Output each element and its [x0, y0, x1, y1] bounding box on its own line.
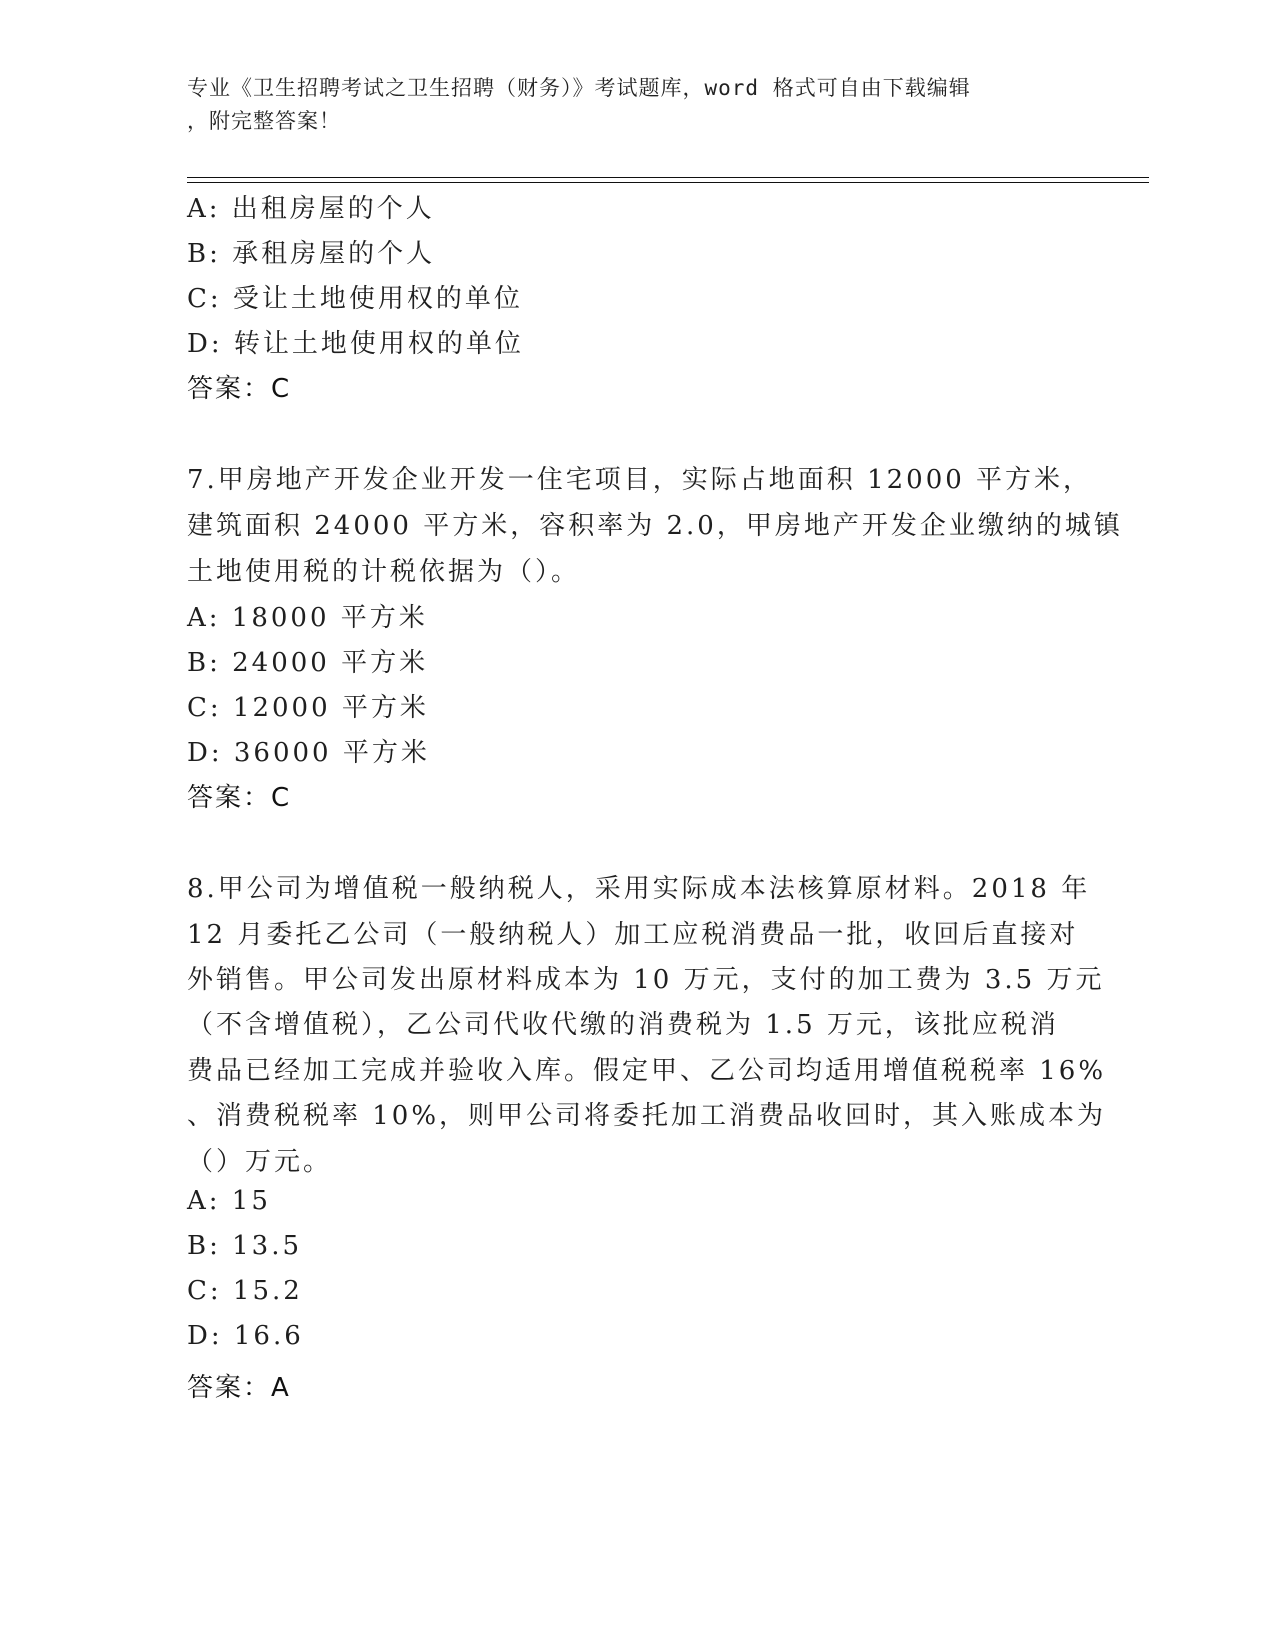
header-line-1: 专业《卫生招聘考试之卫生招聘（财务）》考试题库，word 格式可自由下载编辑: [187, 76, 971, 100]
q7-option-d: D: 36000 平方米: [187, 738, 430, 768]
q6-option-c: C: 受让土地使用权的单位: [187, 284, 523, 314]
q6-option-d: D: 转让土地使用权的单位: [187, 329, 524, 359]
q8-option-d: D: 16.6: [187, 1321, 304, 1351]
q6-option-a: A: 出租房屋的个人: [187, 194, 435, 224]
q6-answer: 答案：C: [187, 374, 292, 404]
q8-answer: 答案：A: [187, 1373, 291, 1403]
header-divider-top: [187, 177, 1149, 178]
q8-stem-line-3: 外销售。甲公司发出原材料成本为 10 万元，支付的加工费为 3.5 万元: [187, 965, 1105, 995]
q8-stem-line-6: 、消费税税率 10%，则甲公司将委托加工消费品收回时，其入账成本为: [187, 1101, 1107, 1131]
q7-stem-line-2: 建筑面积 24000 平方米，容积率为 2.0，甲房地产开发企业缴纳的城镇: [187, 511, 1123, 541]
q8-option-c: C: 15.2: [187, 1276, 303, 1306]
q8-stem-line-1: 8.甲公司为增值税一般纳税人，采用实际成本法核算原材料。2018 年: [187, 874, 1091, 904]
q8-stem-line-5: 费品已经加工完成并验收入库。假定甲、乙公司均适用增值税税率 16%: [187, 1056, 1107, 1086]
q8-stem-line-2: 12 月委托乙公司（一般纳税人）加工应税消费品一批，收回后直接对: [187, 920, 1079, 950]
q8-stem-line-4: （不含增值税），乙公司代收代缴的消费税为 1.5 万元，该批应税消: [187, 1010, 1059, 1040]
header-line-2: ，附完整答案！: [187, 109, 341, 133]
document-header: [187, 72, 1067, 138]
q7-option-a: A: 18000 平方米: [187, 603, 428, 633]
q7-stem-line-3: 土地使用税的计税依据为（）。: [187, 557, 581, 587]
q7-answer: 答案：C: [187, 783, 292, 813]
q7-stem-line-1: 7.甲房地产开发企业开发一住宅项目，实际占地面积 12000 平方米，: [187, 465, 1093, 495]
q8-stem-line-7: （）万元。: [187, 1147, 333, 1177]
q8-option-b: B: 13.5: [187, 1231, 303, 1261]
q7-option-c: C: 12000 平方米: [187, 693, 429, 723]
header-divider-bottom: [187, 182, 1149, 183]
q7-option-b: B: 24000 平方米: [187, 648, 429, 678]
q8-option-a: A: 15: [187, 1186, 271, 1216]
q6-option-b: B: 承租房屋的个人: [187, 239, 436, 269]
